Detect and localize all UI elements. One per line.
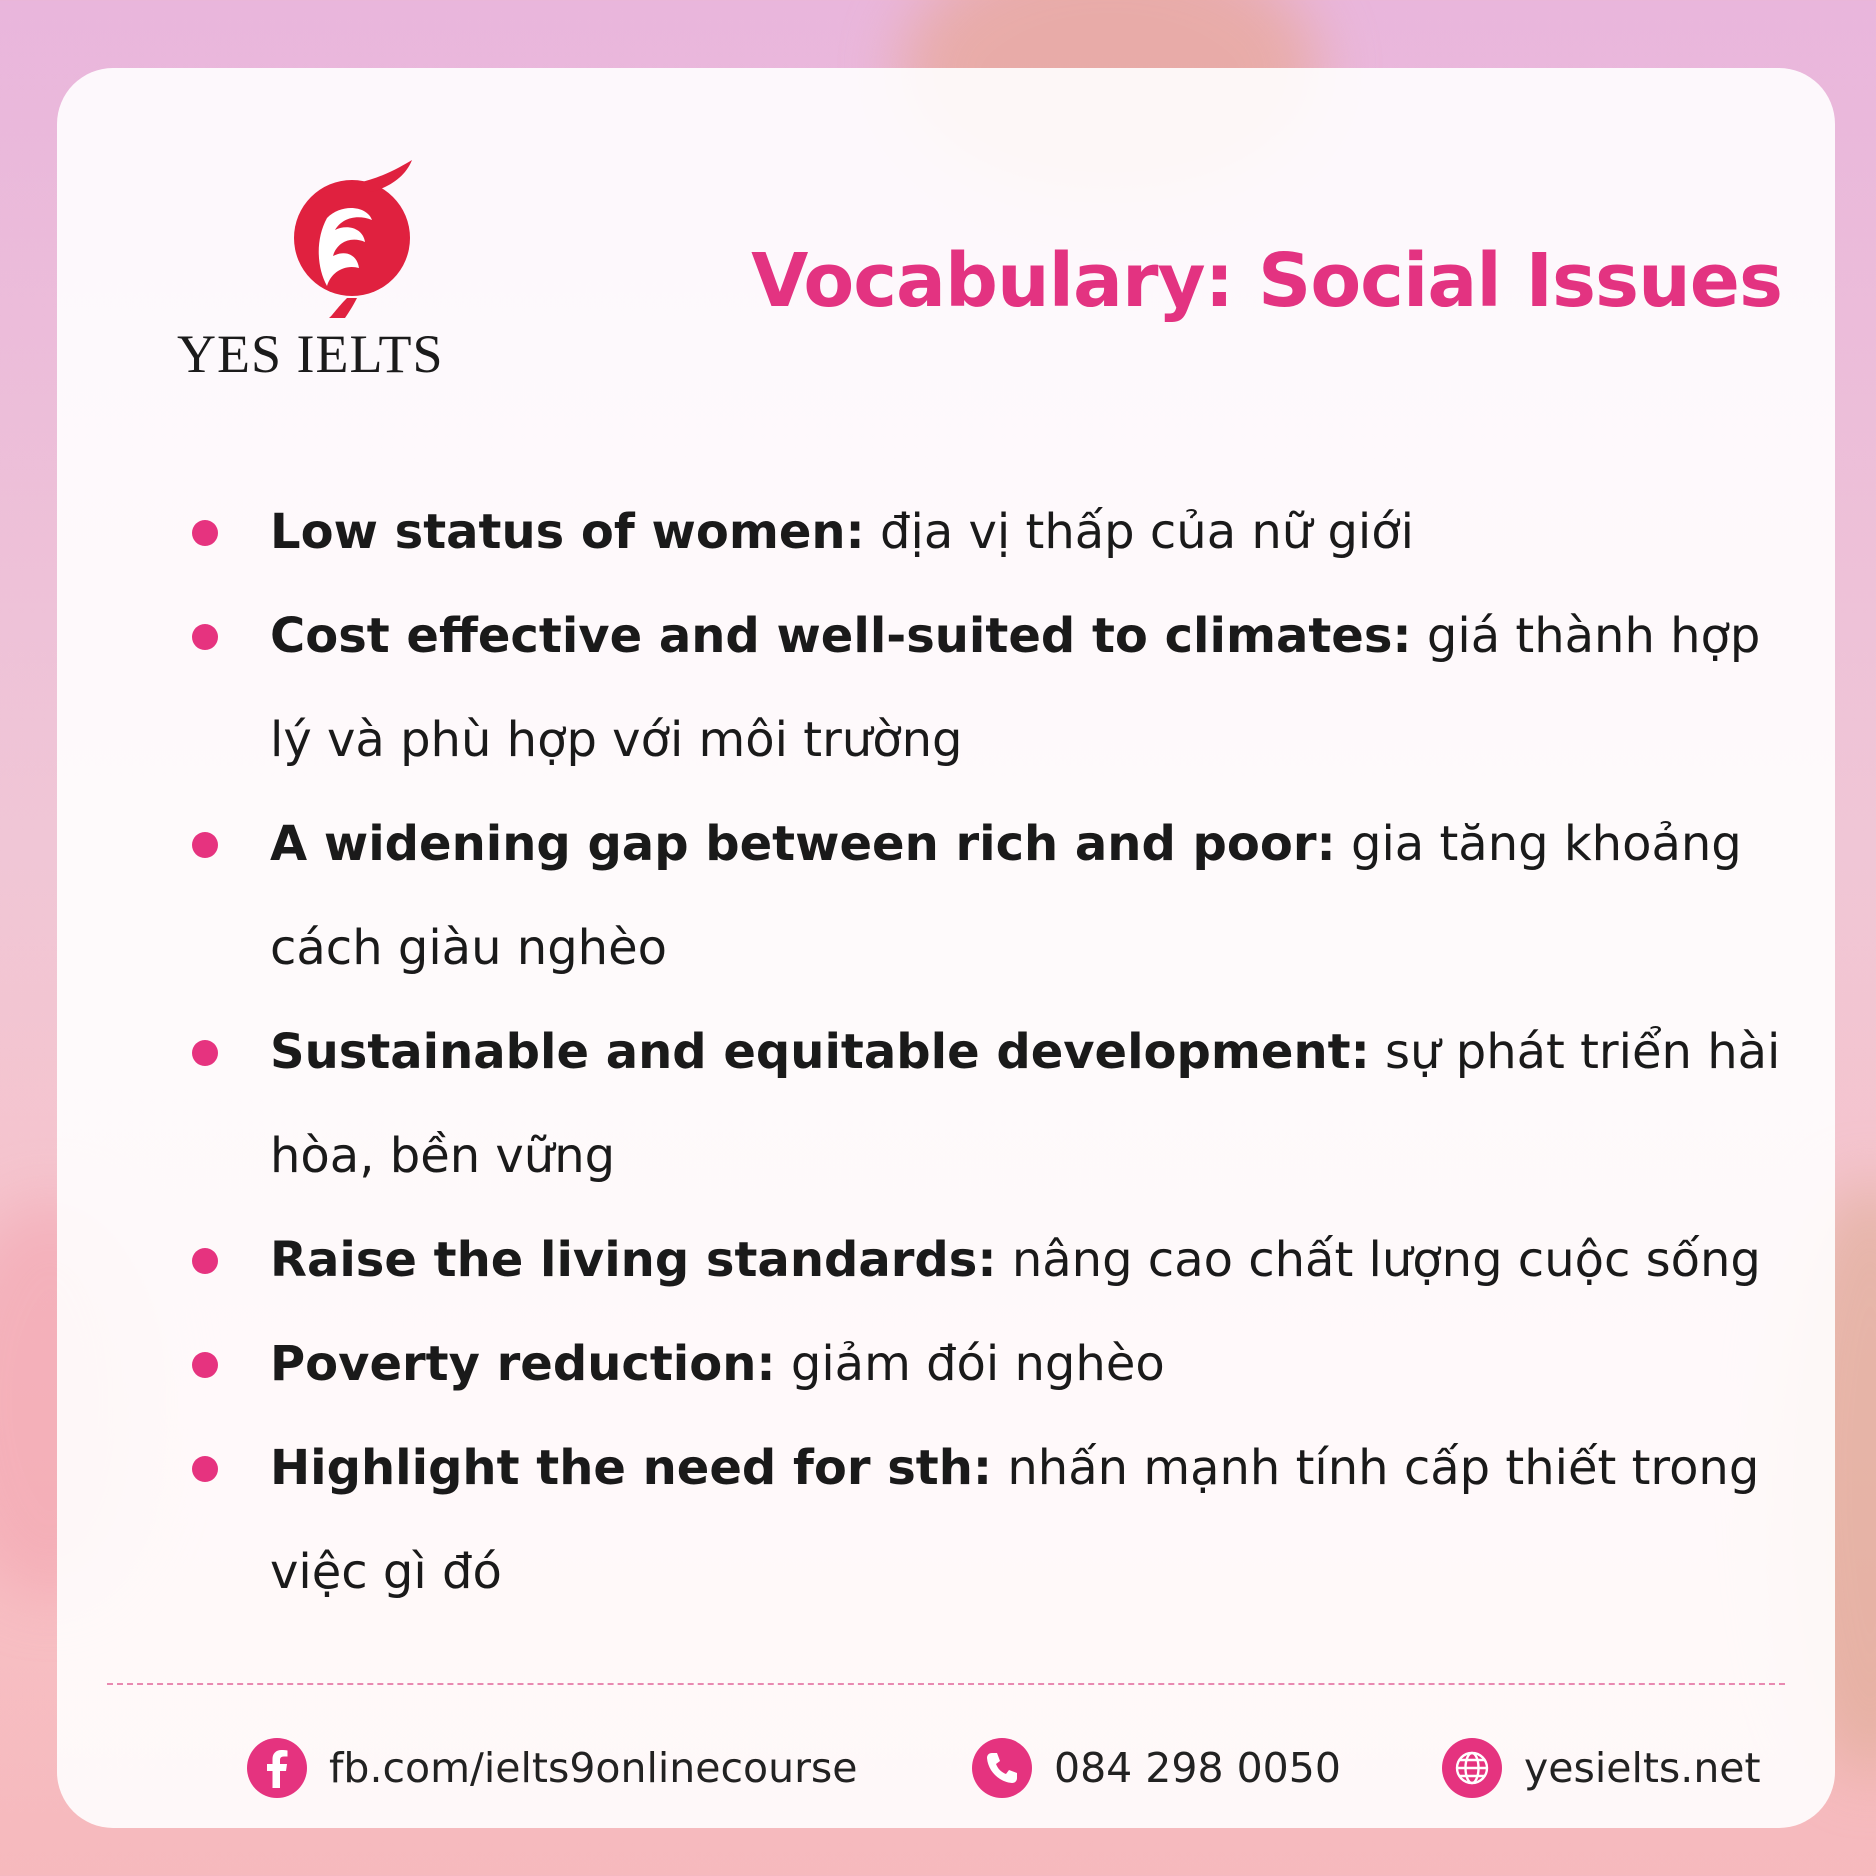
bullet-dot-icon bbox=[192, 832, 218, 858]
vocab-meaning: giá thành hợp lý và phù hợp với môi trường bbox=[270, 608, 1761, 768]
vocab-item bbox=[137, 792, 1817, 1000]
vocab-term: Highlight the need for sth: bbox=[270, 1440, 993, 1496]
vocab-item bbox=[137, 1312, 1817, 1416]
bullet-dot-icon bbox=[192, 1040, 218, 1066]
phone-number[interactable]: 084 298 0050 bbox=[1054, 1744, 1341, 1792]
vocab-term: Sustainable and equitable development: bbox=[270, 1024, 1370, 1080]
bullet-dot-icon bbox=[192, 624, 218, 650]
vocab-term: Poverty reduction: bbox=[270, 1336, 776, 1392]
globe-icon bbox=[1442, 1738, 1502, 1798]
vocab-item bbox=[137, 584, 1817, 792]
vocabulary-list bbox=[137, 480, 1817, 1624]
vocab-meaning: nhấn mạnh tính cấp thiết trong việc gì đó bbox=[270, 1440, 1760, 1600]
vocab-term: Cost effective and well-suited to climates: bbox=[270, 608, 1412, 664]
bullet-dot-icon bbox=[192, 520, 218, 546]
vocab-meaning: gia tăng khoảng cách giàu nghèo bbox=[270, 816, 1742, 976]
content-card bbox=[57, 68, 1835, 1828]
vocab-term: Raise the living standards: bbox=[270, 1232, 997, 1288]
bullet-dot-icon bbox=[192, 1456, 218, 1482]
vocab-meaning: giảm đói nghèo bbox=[790, 1336, 1165, 1392]
vocab-item bbox=[137, 1208, 1817, 1312]
phoenix-logo-icon bbox=[287, 158, 417, 318]
vocab-meaning: địa vị thấp của nữ giới bbox=[880, 504, 1414, 560]
brand-name: YES IELTS bbox=[177, 324, 444, 384]
page-title: Vocabulary: Social Issues bbox=[751, 238, 1782, 324]
facebook-icon bbox=[247, 1738, 307, 1798]
phone-contact[interactable] bbox=[972, 1728, 1341, 1808]
facebook-contact[interactable] bbox=[247, 1728, 858, 1808]
brand-logo bbox=[137, 158, 457, 458]
bullet-dot-icon bbox=[192, 1248, 218, 1274]
phone-icon bbox=[972, 1738, 1032, 1798]
vocab-item bbox=[137, 1416, 1817, 1624]
footer bbox=[187, 1728, 1761, 1808]
facebook-link[interactable]: fb.com/ielts9onlinecourse bbox=[329, 1744, 858, 1792]
vocab-term: Low status of women: bbox=[270, 504, 865, 560]
vocab-meaning: nâng cao chất lượng cuộc sống bbox=[1011, 1232, 1761, 1288]
website-link[interactable]: yesielts.net bbox=[1524, 1744, 1761, 1792]
footer-divider bbox=[107, 1683, 1785, 1685]
vocab-item bbox=[137, 480, 1817, 584]
website-contact[interactable] bbox=[1442, 1728, 1761, 1808]
vocab-item bbox=[137, 1000, 1817, 1208]
vocab-meaning: sự phát triển hài hòa, bền vững bbox=[270, 1024, 1781, 1184]
vocab-term: A widening gap between rich and poor: bbox=[270, 816, 1336, 872]
bullet-dot-icon bbox=[192, 1352, 218, 1378]
